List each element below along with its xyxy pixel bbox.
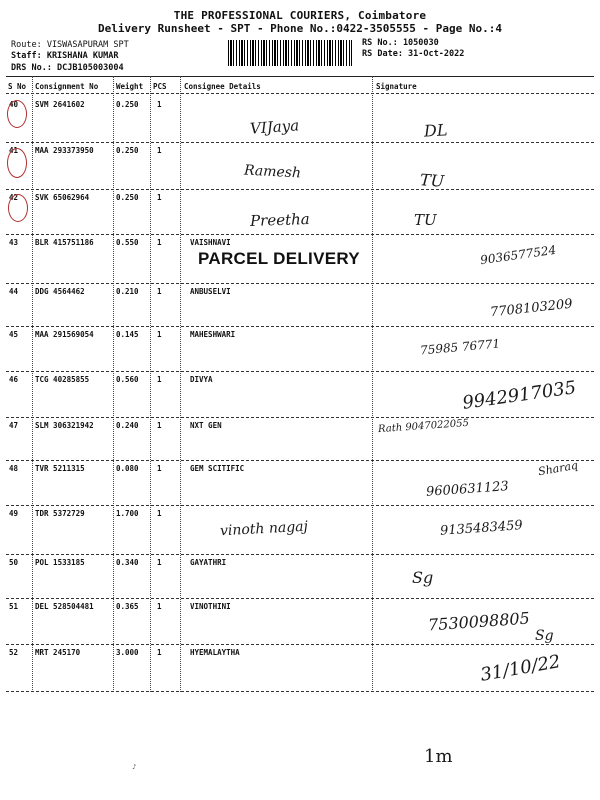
row-consignment-no: TVR 5211315 xyxy=(35,464,85,473)
row-handwritten-name: Preetha xyxy=(249,209,310,231)
row-pcs: 1 xyxy=(157,421,162,430)
row-sno: 49 xyxy=(9,509,19,518)
col-divider xyxy=(372,76,373,692)
row-consignee: VAISHNAVI xyxy=(190,238,231,247)
row-circle-42 xyxy=(8,194,28,222)
row-sno: 47 xyxy=(9,421,19,430)
row-circle-40 xyxy=(7,100,27,128)
row-consignment-no: TDR 5372729 xyxy=(35,509,85,518)
row-signature: 9942917035 xyxy=(461,377,578,414)
row-weight: 1.700 xyxy=(116,509,139,518)
row-separator xyxy=(6,371,594,372)
row-consignee: MAHESHWARI xyxy=(190,330,236,339)
row-signature: 9135483459 xyxy=(439,518,524,539)
row-consignee: ANBUSELVI xyxy=(190,287,231,296)
row-pcs: 1 xyxy=(157,193,162,202)
row-separator xyxy=(6,505,594,506)
row-consignment-no: DDG 4564462 xyxy=(35,287,85,296)
row-consignment-no: DEL 528504481 xyxy=(35,602,94,611)
row-separator xyxy=(6,234,594,235)
row-separator xyxy=(6,417,594,418)
runsheet-title: THE PROFESSIONAL COURIERS, Coimbatore xyxy=(173,9,427,22)
row-pcs: 1 xyxy=(157,375,162,384)
row-signature: 7530098805 xyxy=(427,608,531,635)
row-sno: 41 xyxy=(9,146,19,155)
row-weight: 0.080 xyxy=(116,464,139,473)
row-pcs: 1 xyxy=(157,602,162,611)
staff-label: Staff: KRISHANA KUMAR xyxy=(11,51,119,61)
header-consignment: Consignment No xyxy=(35,82,99,91)
row-consignment-no: SLM 306321942 xyxy=(35,421,94,430)
row-sno: 43 xyxy=(9,238,19,247)
col-divider xyxy=(32,76,33,692)
row-consignment-no: MAA 293373950 xyxy=(35,146,94,155)
row-consignment-no: MAA 291569054 xyxy=(35,330,94,339)
row-consignment-no: TCG 40285855 xyxy=(35,375,90,384)
row-weight: 0.560 xyxy=(116,375,139,384)
row-weight: 0.145 xyxy=(116,330,139,339)
row-consignee: NXT GEN xyxy=(190,421,222,430)
row-signature: Sg xyxy=(412,568,434,587)
row-signature: 75985 76771 xyxy=(419,336,501,358)
rs-date: RS Date: 31-Oct-2022 xyxy=(362,49,465,59)
barcode xyxy=(228,40,352,66)
row-pcs: 1 xyxy=(157,648,162,657)
row-consignment-no: MRT 245170 xyxy=(35,648,81,657)
rs-number: RS No.: 1050030 xyxy=(362,38,439,48)
row-consignee: DIVYA xyxy=(190,375,213,384)
row-sno: 44 xyxy=(9,287,19,296)
row-consignee: GEM SCITIFIC xyxy=(190,464,245,473)
row-consignment-no: POL 1533185 xyxy=(35,558,85,567)
drs-label: DRS No.: DCJB105003004 xyxy=(11,63,124,73)
row-weight: 0.250 xyxy=(116,146,139,155)
runsheet-subtitle: Delivery Runsheet - SPT - Phone No.:0422-3505555 - Page No.:4 xyxy=(98,22,502,35)
row-pcs: 1 xyxy=(157,509,162,518)
row-pcs: 1 xyxy=(157,558,162,567)
table-top-border xyxy=(6,76,594,77)
row-consignment-no: SVM 2641602 xyxy=(35,100,85,109)
row-circle-41 xyxy=(7,148,27,178)
row-signature: Rath 9047022055 xyxy=(377,417,470,436)
row-handwritten-name: Ramesh xyxy=(243,162,302,182)
row-separator xyxy=(6,554,594,555)
row-sno: 42 xyxy=(9,193,19,202)
row-sno: 52 xyxy=(9,648,19,657)
row-separator xyxy=(6,142,594,143)
row-sno: 51 xyxy=(9,602,19,611)
scan-mark: ♪ xyxy=(132,763,137,771)
row-signature: TU xyxy=(414,211,437,229)
handwritten-footer-mark: 1m xyxy=(424,746,453,767)
header-consignee: Consignee Details xyxy=(184,82,261,91)
row-weight: 0.210 xyxy=(116,287,139,296)
row-consignment-no: BLR 415751186 xyxy=(35,238,94,247)
row-weight: 0.550 xyxy=(116,238,139,247)
row-pcs: 1 xyxy=(157,287,162,296)
row-sno: 40 xyxy=(9,100,19,109)
row-sno: 50 xyxy=(9,558,19,567)
row-weight: 0.250 xyxy=(116,100,139,109)
handwritten-extra: Sharaq xyxy=(537,458,579,479)
row-weight: 3.000 xyxy=(116,648,139,657)
row-pcs: 1 xyxy=(157,100,162,109)
col-divider xyxy=(180,76,181,692)
row-signature: 31/10/22 xyxy=(478,651,563,686)
row-consignee: VINOTHINI xyxy=(190,602,231,611)
header-pcs: PCS xyxy=(153,82,167,91)
row-sno: 45 xyxy=(9,330,19,339)
row-signature: DL xyxy=(423,120,448,141)
table-header-border xyxy=(6,93,594,94)
row-signature: 9036577524 xyxy=(479,242,557,268)
row-separator xyxy=(6,460,594,461)
row-signature: 7708103209 xyxy=(489,296,574,321)
handwritten-extra: Sg xyxy=(535,628,554,644)
col-divider xyxy=(150,76,151,692)
row-separator xyxy=(6,283,594,284)
row-weight: 0.240 xyxy=(116,421,139,430)
row-sno: 48 xyxy=(9,464,19,473)
col-divider xyxy=(113,76,114,692)
row-handwritten-name: vinoth nagaj xyxy=(219,518,309,540)
row-consignee: HYEMALAYTHA xyxy=(190,648,240,657)
header-sno: S No xyxy=(8,82,27,91)
row-handwritten-name: VIJaya xyxy=(249,116,300,138)
row-weight: 0.340 xyxy=(116,558,139,567)
header-weight: Weight xyxy=(116,82,144,91)
row-separator xyxy=(6,189,594,190)
route-label: Route: VISWASAPURAM SPT xyxy=(11,40,129,50)
row-signature: 9600631123 xyxy=(425,479,510,500)
parcel-delivery-stamp: PARCEL DELIVERY xyxy=(198,249,360,268)
header-signature: Signature xyxy=(376,82,417,91)
row-consignment-no: SVK 65062964 xyxy=(35,193,90,202)
row-separator xyxy=(6,326,594,327)
row-pcs: 1 xyxy=(157,464,162,473)
row-consignee: GAYATHRI xyxy=(190,558,227,567)
row-signature: TU xyxy=(419,170,445,191)
row-sno: 46 xyxy=(9,375,19,384)
row-separator xyxy=(6,644,594,645)
row-separator xyxy=(6,691,594,692)
row-pcs: 1 xyxy=(157,238,162,247)
row-weight: 0.250 xyxy=(116,193,139,202)
row-pcs: 1 xyxy=(157,330,162,339)
row-separator xyxy=(6,598,594,599)
row-weight: 0.365 xyxy=(116,602,139,611)
row-pcs: 1 xyxy=(157,146,162,155)
